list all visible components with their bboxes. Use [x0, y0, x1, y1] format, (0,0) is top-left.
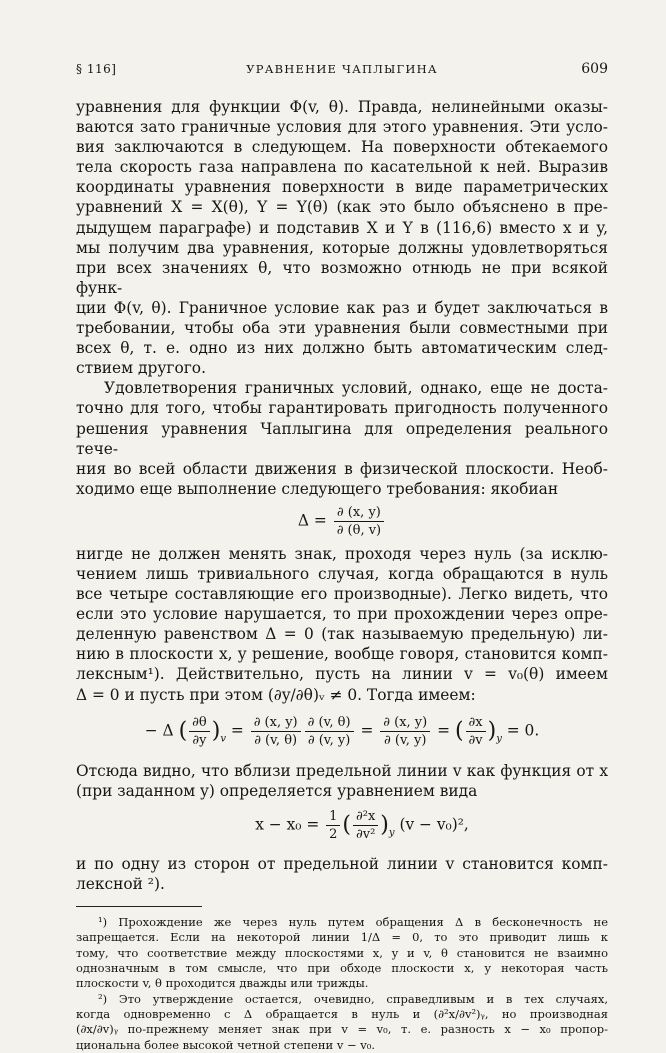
footnote-1 — [76, 915, 608, 991]
footnote-2 — [76, 992, 608, 1053]
denominator: ∂ (v, θ) — [254, 732, 298, 748]
header-title: УРАВНЕНИЕ ЧАПЛЫГИНА — [246, 62, 438, 76]
formula-prefix: − Δ — [144, 721, 174, 740]
text-line: нигде не должен менять знак, проходя через нуль (за исклю- — [76, 544, 608, 563]
text-line: координаты уравнения поверхности в виде параметрических — [76, 178, 608, 197]
fraction — [380, 715, 430, 748]
formula-tail: (v − v₀)², — [399, 815, 469, 834]
fraction — [326, 809, 340, 842]
text-line: дыдущем параграфе) и подставив X и Y в (116,6) вместо x и y, — [76, 218, 608, 237]
denominator: ∂ (v, y) — [307, 732, 351, 748]
formula-tail: = 0. — [506, 721, 540, 740]
denominator: ∂ (v, y) — [384, 732, 427, 748]
denominator: ∂y — [192, 732, 207, 748]
numerator: ∂²x — [353, 809, 378, 826]
fraction — [334, 505, 384, 538]
numerator: ∂ (x, y) — [251, 715, 301, 732]
formula-lhs: x − x₀ = — [255, 815, 320, 834]
numerator: ∂ (x, y) — [334, 505, 384, 522]
text-line: чением лишь тривиального случая, когда обращаются в нуль — [76, 564, 608, 583]
paragraph-3 — [76, 544, 608, 705]
numerator: ∂θ — [189, 715, 210, 732]
paren-close: ) — [487, 718, 497, 744]
section-label: § 116] — [76, 62, 117, 76]
footnote-line: однозначным в том смысле, что при обходе плоскости x, y некоторая часть — [76, 961, 608, 976]
denominator: ∂ (θ, v) — [336, 522, 382, 538]
subscript: y — [388, 827, 395, 839]
page-number: 609 — [581, 61, 608, 77]
text-line: и по одну из сторон от предельной линии v становится комп- — [76, 855, 608, 873]
fraction — [189, 715, 210, 748]
footnote-line: когда одновременно с Δ обращается в нуль и (∂²x/∂v²)ᵧ, но производная — [76, 1006, 608, 1021]
text-line: ваются зато граничные условия для этого уравнения. Эти усло- — [76, 118, 608, 137]
denominator: ∂v — [468, 732, 483, 748]
numerator: 1 — [326, 809, 340, 826]
denominator: ∂v² — [356, 827, 376, 843]
paren-close: ) — [211, 718, 221, 744]
text-line: всех θ, т. е. одно из них должно быть автоматическим след- — [76, 339, 608, 358]
text-line: уравнения для функции Φ(v, θ). Правда, нелинейными оказы- — [76, 98, 608, 116]
derivative-chain-formula — [76, 715, 608, 750]
text-line: лексным¹). Действительно, пусть на линии v = v₀(θ) имеем — [76, 665, 608, 684]
paragraph-1 — [76, 97, 608, 378]
numerator: ∂x — [466, 715, 486, 732]
jacobian-formula — [76, 505, 608, 538]
page — [76, 58, 608, 1053]
body-text — [76, 97, 608, 894]
formula-lhs: Δ = — [297, 511, 327, 530]
text-line: ния во всей области движения в физической плоскости. Необ- — [76, 459, 608, 478]
footnote-line: циональна более высокой четной степени v − v₀. — [76, 1037, 376, 1052]
text-line: (при заданном y) определяется уравнением вида — [76, 782, 478, 801]
paren-open: ( — [454, 718, 464, 744]
text-line: ции Φ(v, θ). Граничное условие как раз и будет заключаться в — [76, 298, 608, 317]
paren-close: ) — [380, 812, 389, 838]
text-line: если это условие нарушается, то при прохождении через опре- — [76, 605, 608, 624]
footnote-line: тому, что соответствие между плоскостями x, y и v, θ становится не взаимно — [76, 945, 608, 960]
footnote-line: (∂x/∂v)ᵧ по-прежнему меняет знак при v = v₀, т. е. разность x − x₀ пропор- — [76, 1022, 608, 1037]
footnote-line: запрещается. Если на некоторой линии 1/Δ = 0, то это приводит лишь к — [76, 930, 608, 945]
text-line: деленную равенством Δ = 0 (так называемую предельную) ли- — [76, 625, 608, 644]
equals: = — [437, 721, 451, 740]
paragraph-5 — [76, 854, 608, 894]
fraction — [466, 715, 486, 748]
text-line: мы получим два уравнения, которые должны удовлетворяться — [76, 238, 608, 257]
fraction — [305, 715, 354, 748]
text-line: решения уравнения Чаплыгина для определения реального тече- — [76, 419, 608, 458]
text-line: точно для того, чтобы гарантировать пригодность полученного — [76, 399, 608, 418]
text-line: лексной ²). — [76, 875, 165, 894]
paragraph-2 — [76, 378, 608, 499]
footnote-line: ²) Это утверждение остается, очевидно, справедливым и в тех случаях, — [98, 991, 608, 1006]
text-line: Удовлетворения граничных условий, однако, еще не доста- — [104, 379, 608, 398]
text-line: требовании, чтобы оба эти уравнения были совместными при — [76, 319, 608, 338]
fraction — [251, 715, 301, 748]
footnote-line: плоскости v, θ проходится дважды или трижды. — [76, 976, 369, 991]
text-line: при всех значениях θ, что возможно отнюдь не при всякой функ- — [76, 258, 608, 297]
text-line: все четыре составляющие его производные). Легко видеть, что — [76, 585, 608, 604]
equals: = — [360, 721, 374, 740]
footnotes — [76, 915, 608, 1053]
fraction — [353, 809, 378, 842]
text-line: нию в плоскости x, y решение, вообще говоря, становится комп- — [76, 645, 608, 664]
paren-open: ( — [342, 812, 352, 838]
limit-line-formula — [116, 809, 608, 844]
numerator: ∂ (x, y) — [380, 715, 430, 732]
paragraph-4 — [76, 761, 608, 801]
subscript: v — [220, 733, 226, 745]
subscript: y — [496, 733, 502, 745]
numerator: ∂ (v, θ) — [305, 715, 354, 732]
text-line: вия заключаются в следующем. На поверхности обтекаемого — [76, 138, 608, 157]
text-line: тела скорость газа направлена по касательной к ней. Выразив — [76, 158, 608, 177]
text-line: ствием другого. — [76, 359, 206, 378]
text-line: уравнений X = X(θ), Y = Y(θ) (как это было объяснено в пре- — [76, 198, 608, 217]
footnote-divider — [76, 906, 202, 907]
denominator: 2 — [329, 827, 338, 843]
text-line: Δ = 0 и пусть при этом (∂y/∂θ)ᵥ ≠ 0. Тогда имеем: — [76, 685, 476, 704]
running-header — [76, 58, 608, 80]
equals: = — [230, 721, 244, 740]
text-line: Отсюда видно, что вблизи предельной линии v как функция от x — [76, 762, 608, 781]
footnote-line: ¹) Прохождение же через нуль путем обращения Δ в бесконечность не — [98, 915, 608, 930]
text-line: ходимо еще выполнение следующего требования: якобиан — [76, 479, 559, 498]
paren-open: ( — [178, 718, 188, 744]
